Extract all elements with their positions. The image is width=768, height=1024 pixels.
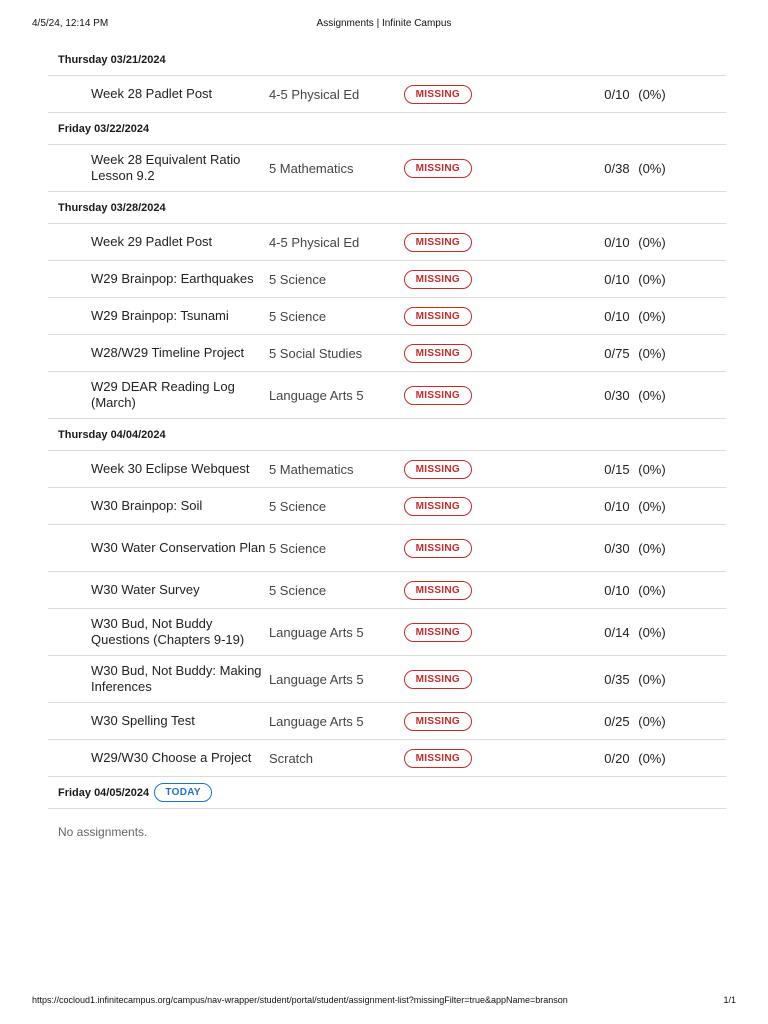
assignment-name-link[interactable]: Week 30 Eclipse Webquest bbox=[91, 461, 250, 476]
course-name: 5 Science bbox=[268, 271, 327, 287]
assignment-name-link[interactable]: W28/W29 Timeline Project bbox=[91, 345, 245, 360]
course-name: 5 Science bbox=[268, 582, 327, 598]
day-header bbox=[48, 192, 726, 224]
status-cell bbox=[404, 670, 604, 689]
day-date: Friday 04/05/2024 bbox=[58, 786, 150, 799]
missing-badge: MISSING bbox=[404, 159, 472, 178]
score-value: 0/35 bbox=[604, 671, 630, 687]
status-cell bbox=[404, 270, 604, 289]
assignment-name-link[interactable]: W30 Brainpop: Soil bbox=[91, 498, 203, 513]
missing-badge: MISSING bbox=[404, 497, 472, 516]
score-percent: (0%) bbox=[638, 345, 666, 361]
score-cell bbox=[604, 388, 726, 403]
assignment-name-link[interactable]: W29/W30 Choose a Project bbox=[91, 750, 252, 765]
course-name: Language Arts 5 bbox=[268, 624, 364, 640]
assignment-row[interactable] bbox=[48, 76, 726, 113]
score-cell bbox=[604, 714, 726, 729]
score-cell bbox=[604, 272, 726, 287]
print-header bbox=[32, 18, 736, 32]
day-date: Friday 03/22/2024 bbox=[58, 122, 150, 135]
missing-badge: MISSING bbox=[404, 460, 472, 479]
missing-badge: MISSING bbox=[404, 85, 472, 104]
course-name: Scratch bbox=[268, 750, 314, 766]
status-cell bbox=[404, 712, 604, 731]
course-name: 4-5 Physical Ed bbox=[268, 86, 360, 102]
status-cell bbox=[404, 539, 604, 558]
score-cell bbox=[604, 625, 726, 640]
assignment-row[interactable] bbox=[48, 703, 726, 740]
print-footer bbox=[32, 995, 736, 1009]
day-date: Thursday 03/21/2024 bbox=[58, 53, 166, 66]
assignment-row[interactable] bbox=[48, 451, 726, 488]
score-value: 0/10 bbox=[604, 498, 630, 514]
score-cell bbox=[604, 583, 726, 598]
missing-badge: MISSING bbox=[404, 623, 472, 642]
day-date: Thursday 04/04/2024 bbox=[58, 428, 166, 441]
score-percent: (0%) bbox=[638, 713, 666, 729]
course-name: 5 Science bbox=[268, 308, 327, 324]
score-value: 0/10 bbox=[604, 234, 630, 250]
status-cell bbox=[404, 581, 604, 600]
missing-badge: MISSING bbox=[404, 386, 472, 405]
status-cell bbox=[404, 623, 604, 642]
day-header bbox=[48, 777, 726, 809]
assignment-name-link[interactable]: W29 Brainpop: Earthquakes bbox=[91, 271, 254, 286]
status-cell bbox=[404, 497, 604, 516]
assignment-row[interactable] bbox=[48, 740, 726, 777]
status-cell bbox=[404, 159, 604, 178]
score-cell bbox=[604, 499, 726, 514]
page-number: 1/1 bbox=[723, 995, 736, 1005]
score-value: 0/14 bbox=[604, 624, 630, 640]
assignment-name-link[interactable]: Week 28 Padlet Post bbox=[91, 86, 213, 101]
score-value: 0/30 bbox=[604, 540, 630, 556]
assignment-row[interactable] bbox=[48, 298, 726, 335]
score-value: 0/75 bbox=[604, 345, 630, 361]
assignment-row[interactable] bbox=[48, 372, 726, 419]
score-cell bbox=[604, 541, 726, 556]
score-percent: (0%) bbox=[638, 86, 666, 102]
missing-badge: MISSING bbox=[404, 307, 472, 326]
score-percent: (0%) bbox=[638, 234, 666, 250]
score-cell bbox=[604, 161, 726, 176]
missing-badge: MISSING bbox=[404, 270, 472, 289]
status-cell bbox=[404, 344, 604, 363]
score-value: 0/30 bbox=[604, 387, 630, 403]
missing-badge: MISSING bbox=[404, 581, 472, 600]
assignment-list bbox=[48, 44, 726, 839]
score-percent: (0%) bbox=[638, 671, 666, 687]
assignment-row[interactable] bbox=[48, 261, 726, 298]
assignment-row[interactable] bbox=[48, 656, 726, 703]
score-cell bbox=[604, 346, 726, 361]
score-value: 0/25 bbox=[604, 713, 630, 729]
assignment-row[interactable] bbox=[48, 335, 726, 372]
score-percent: (0%) bbox=[638, 498, 666, 514]
status-cell bbox=[404, 307, 604, 326]
assignment-row[interactable] bbox=[48, 224, 726, 261]
assignment-name-link[interactable]: Week 28 Equivalent Ratio Lesson 9.2 bbox=[91, 152, 241, 183]
day-header bbox=[48, 44, 726, 76]
course-name: 5 Science bbox=[268, 540, 327, 556]
empty-state-text: No assignments. bbox=[58, 825, 148, 839]
assignment-name-link[interactable]: W30 Bud, Not Buddy: Making Inferences bbox=[91, 663, 262, 694]
missing-badge: MISSING bbox=[404, 749, 472, 768]
assignment-row[interactable] bbox=[48, 609, 726, 656]
score-cell bbox=[604, 672, 726, 687]
missing-badge: MISSING bbox=[404, 670, 472, 689]
day-header bbox=[48, 113, 726, 145]
score-percent: (0%) bbox=[638, 461, 666, 477]
course-name: Language Arts 5 bbox=[268, 387, 364, 403]
score-value: 0/15 bbox=[604, 461, 630, 477]
missing-badge: MISSING bbox=[404, 712, 472, 731]
score-cell bbox=[604, 751, 726, 766]
missing-badge: MISSING bbox=[404, 344, 472, 363]
score-value: 0/20 bbox=[604, 750, 630, 766]
assignment-name-link[interactable]: W29 Brainpop: Tsunami bbox=[91, 308, 229, 323]
status-cell bbox=[404, 749, 604, 768]
assignment-name-link[interactable]: W30 Water Conservation Plan bbox=[91, 540, 266, 555]
print-title: Assignments | Infinite Campus bbox=[316, 18, 452, 29]
score-cell bbox=[604, 309, 726, 324]
score-percent: (0%) bbox=[638, 308, 666, 324]
score-percent: (0%) bbox=[638, 540, 666, 556]
day-header bbox=[48, 419, 726, 451]
score-cell bbox=[604, 87, 726, 102]
status-cell bbox=[404, 386, 604, 405]
today-badge: TODAY bbox=[154, 783, 212, 802]
score-percent: (0%) bbox=[638, 750, 666, 766]
course-name: Language Arts 5 bbox=[268, 713, 364, 729]
score-percent: (0%) bbox=[638, 387, 666, 403]
score-percent: (0%) bbox=[638, 624, 666, 640]
assignment-row[interactable] bbox=[48, 488, 726, 525]
score-percent: (0%) bbox=[638, 271, 666, 287]
score-percent: (0%) bbox=[638, 582, 666, 598]
assignment-row[interactable] bbox=[48, 572, 726, 609]
day-date: Thursday 03/28/2024 bbox=[58, 201, 166, 214]
score-value: 0/10 bbox=[604, 582, 630, 598]
course-name: Language Arts 5 bbox=[268, 671, 364, 687]
assignment-name-link[interactable]: W30 Spelling Test bbox=[91, 713, 195, 728]
course-name: 4-5 Physical Ed bbox=[268, 234, 360, 250]
course-name: 5 Mathematics bbox=[268, 160, 354, 176]
course-name: 5 Social Studies bbox=[268, 345, 363, 361]
missing-badge: MISSING bbox=[404, 233, 472, 252]
score-value: 0/38 bbox=[604, 160, 630, 176]
assignment-row[interactable] bbox=[48, 525, 726, 572]
assignment-name-link[interactable]: W30 Water Survey bbox=[91, 582, 200, 597]
status-cell bbox=[404, 85, 604, 104]
assignment-row[interactable] bbox=[48, 145, 726, 192]
assignment-name-link[interactable]: W30 Bud, Not Buddy Questions (Chapters 9-19) bbox=[91, 616, 245, 647]
status-cell bbox=[404, 233, 604, 252]
assignment-name-link[interactable]: Week 29 Padlet Post bbox=[91, 234, 213, 249]
score-percent: (0%) bbox=[638, 160, 666, 176]
page-url: https://cocloud1.infinitecampus.org/campus/nav-wrapper/student/portal/student/assignment-list?missingFilter=true&appName=branson bbox=[32, 995, 568, 1005]
score-cell bbox=[604, 235, 726, 250]
course-name: 5 Science bbox=[268, 498, 327, 514]
print-timestamp: 4/5/24, 12:14 PM bbox=[32, 18, 109, 29]
missing-badge: MISSING bbox=[404, 539, 472, 558]
course-name: 5 Mathematics bbox=[268, 461, 354, 477]
score-value: 0/10 bbox=[604, 308, 630, 324]
assignment-name-link[interactable]: W29 DEAR Reading Log (March) bbox=[91, 379, 235, 410]
score-value: 0/10 bbox=[604, 271, 630, 287]
score-value: 0/10 bbox=[604, 86, 630, 102]
status-cell bbox=[404, 460, 604, 479]
score-cell bbox=[604, 462, 726, 477]
